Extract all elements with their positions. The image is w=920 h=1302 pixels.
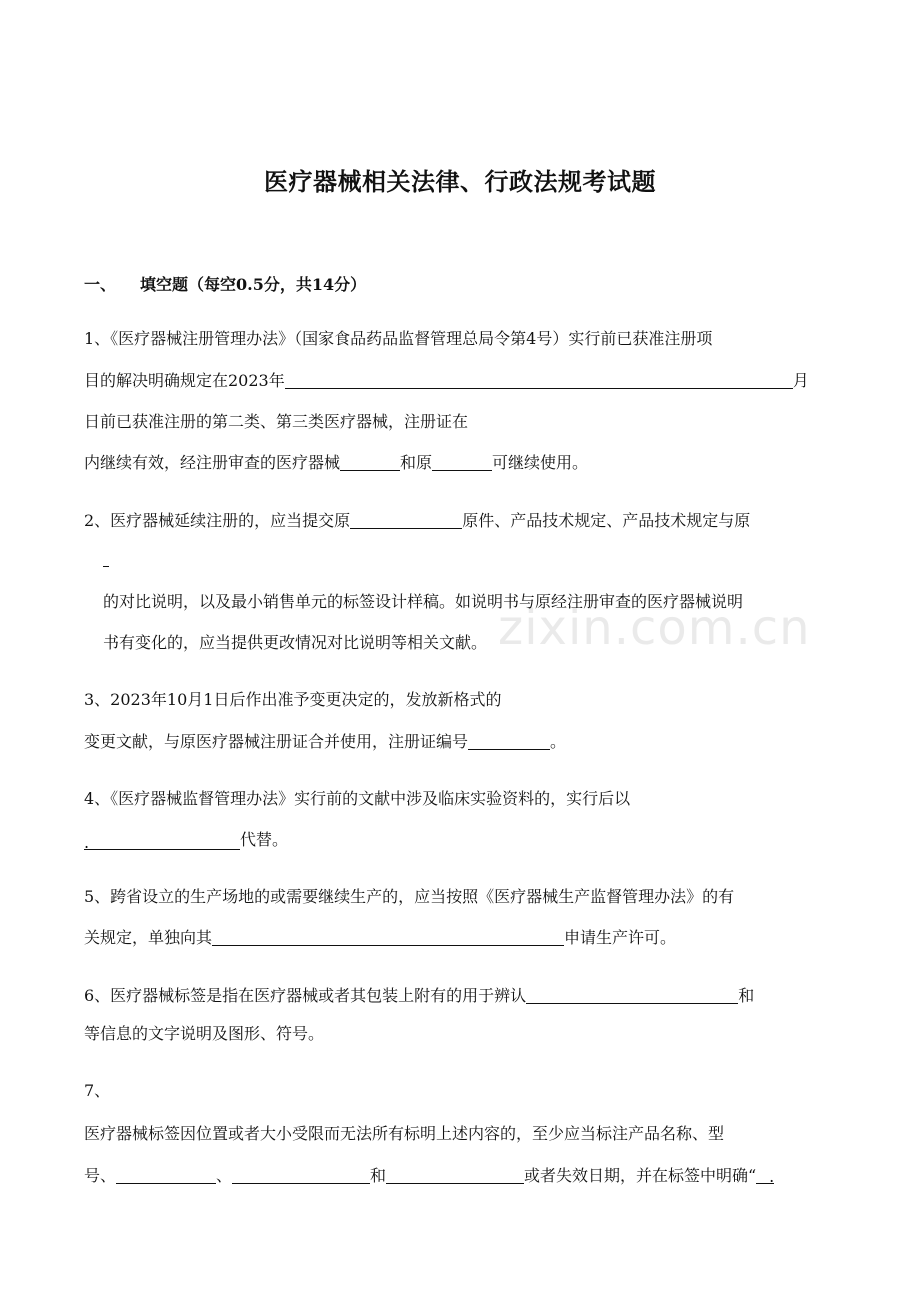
q6-text-1b: 和: [738, 986, 755, 1005]
q5-text-1: 5、跨省设立的生产场地的或需要继续生产的，应当按照《医疗器械生产监督管理办法》的有: [84, 887, 735, 906]
q2-text-1a: 2、医疗器械延续注册的，应当提交原: [84, 511, 351, 530]
q3-blank-1[interactable]: [468, 731, 550, 750]
section-heading: [84, 272, 366, 295]
q7-text-3b: 、: [216, 1166, 233, 1185]
q5-blank-1[interactable]: [212, 927, 564, 946]
q7-blank-3[interactable]: [386, 1165, 524, 1184]
q4-line-2: [84, 828, 840, 852]
section-label: 填空题（每空0.5分，共14分）: [140, 275, 367, 294]
q2-line-1: [84, 509, 840, 533]
q6-line-2: [84, 1022, 840, 1046]
q7-blank-dot: .: [769, 1167, 775, 1186]
q1-text-4c: 可继续使用。: [492, 453, 589, 472]
q4-blank-1[interactable]: [84, 831, 240, 850]
q2-blank-2[interactable]: [103, 548, 109, 567]
q1-blank-1[interactable]: [285, 370, 793, 389]
q7-line-1: [84, 1079, 840, 1103]
q5-text-2b: 申请生产许可。: [564, 928, 677, 947]
section-number: 一、: [84, 275, 117, 294]
q2-text-4: 书有变化的，应当提供更改情况对比说明等相关文献。: [103, 633, 488, 652]
q7-text-3d: 或者失效日期，并在标签中明确“: [524, 1166, 757, 1185]
q7-text-2: 医疗器械标签因位置或者大小受限而无法所有标明上述内容的，至少应当标注产品名称、型: [84, 1124, 725, 1143]
q1-text-2b: 月: [792, 371, 809, 390]
q1-text-4b: 和原: [400, 453, 433, 472]
q5-text-2a: 关规定，单独向其: [84, 928, 213, 947]
q6-line-1: [84, 984, 840, 1008]
q3-text-2b: 。: [550, 732, 567, 751]
q7-text-3a: 号、: [84, 1166, 117, 1185]
q1-line-3: [84, 410, 840, 434]
q2-line-2: [103, 547, 840, 571]
q7-blank-1[interactable]: [116, 1165, 216, 1184]
q7-text-3c: 和: [370, 1166, 387, 1185]
q6-blank-1[interactable]: [526, 985, 738, 1004]
q3-line-2: [84, 730, 840, 754]
q2-line-3: [103, 590, 840, 614]
q1-blank-2[interactable]: [340, 452, 400, 471]
q3-line-1: [84, 688, 840, 712]
q1-text-4a: 内继续有效，经注册审查的医疗器械: [84, 453, 341, 472]
page-title: 医疗器械相关法律、行政法规考试题: [264, 167, 656, 196]
q4-line-1: [84, 787, 840, 811]
q6-text-1a: 6、医疗器械标签是指在医疗器械或者其包装上附有的用于辨认: [84, 986, 527, 1005]
q5-line-1: [84, 885, 840, 909]
q1-line-2: [84, 369, 840, 393]
q7-blank-4[interactable]: [756, 1165, 774, 1184]
watermark: zixin.com.cn: [498, 600, 811, 656]
q1-line-1: [84, 327, 840, 351]
q7-text-1: 7、: [84, 1081, 111, 1100]
q1-blank-3[interactable]: [432, 452, 492, 471]
q4-text-1: 4、《医疗器械监督管理办法》实行前的文献中涉及临床实验资料的，实行后以: [84, 789, 631, 808]
q2-blank-1[interactable]: [350, 510, 462, 529]
q4-blank-dot: .: [84, 833, 90, 852]
q3-text-1: 3、2023年10月1日后作出准予变更决定的，发放新格式的: [84, 690, 502, 709]
q2-text-3: 的对比说明，以及最小销售单元的标签设计样稿。如说明书与原经注册审查的医疗器械说明: [103, 592, 744, 611]
q7-blank-2[interactable]: [232, 1165, 370, 1184]
q1-line-4: [84, 451, 840, 475]
q1-text-1: 1、《医疗器械注册管理办法》（国家食品药品监督管理总局令第4号）实行前已获准注册项: [84, 329, 713, 348]
q4-text-2b: 代替。: [240, 830, 289, 849]
q2-text-1b: 原件、产品技术规定、产品技术规定与原: [462, 511, 751, 530]
q3-text-2a: 变更文献，与原医疗器械注册证合并使用，注册证编号: [84, 732, 469, 751]
q7-line-3: [84, 1164, 840, 1188]
q1-text-2a: 目的解决明确规定在2023年: [84, 371, 285, 390]
q5-line-2: [84, 926, 840, 950]
q6-text-2: 等信息的文字说明及图形、符号。: [84, 1024, 325, 1043]
q7-line-2: [84, 1122, 840, 1146]
q1-text-3: 日前已获准注册的第二类、第三类医疗器械，注册证在: [84, 412, 469, 431]
q2-line-4: [103, 631, 840, 655]
